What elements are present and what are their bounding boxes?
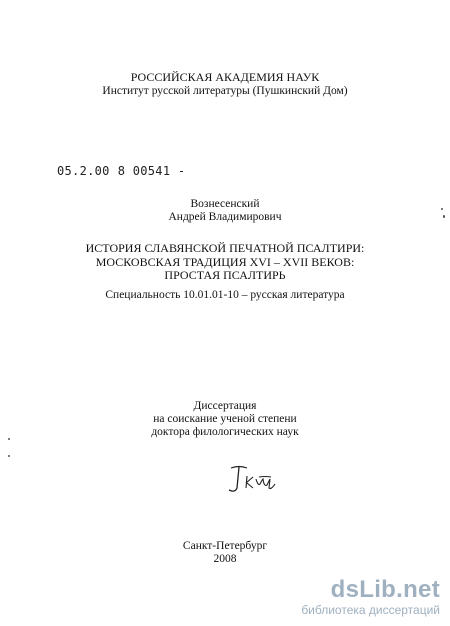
scan-speck	[8, 455, 10, 457]
degree-block	[0, 400, 450, 439]
specialty-block	[0, 289, 450, 302]
scan-speck	[8, 438, 10, 440]
author-block	[0, 198, 450, 224]
author-surname: Вознесенский	[190, 198, 260, 210]
title-line-2: МОСКОВСКАЯ ТРАДИЦИЯ XVI – XVII ВЕКОВ:	[95, 254, 355, 269]
archive-code-part2: 8 00541 -	[117, 164, 186, 178]
scan-speck	[443, 215, 445, 218]
dissertation-title	[0, 242, 450, 283]
place-block	[0, 540, 450, 566]
scan-speck	[441, 208, 443, 210]
watermark[interactable]	[301, 578, 440, 617]
institute-name: Институт русской литературы (Пушкинский Дом)	[102, 84, 348, 97]
watermark-tagline: библиотека диссертаций	[301, 603, 440, 617]
header-block	[0, 71, 450, 98]
city-name: Санкт-Петербург	[182, 540, 268, 552]
watermark-brand[interactable]: dsLib.net	[330, 576, 440, 603]
handwritten-signature	[225, 462, 285, 496]
degree-line-1: Диссертация	[193, 400, 257, 412]
degree-line-3: доктора филологических наук	[151, 426, 299, 438]
archive-code-part1: 05.2.00	[57, 164, 110, 178]
title-line-1: ИСТОРИЯ СЛАВЯНСКОЙ ПЕЧАТНОЙ ПСАЛТИРИ:	[85, 241, 365, 255]
specialty-text: Специальность 10.01.01-10 – русская литература	[105, 289, 345, 301]
title-line-3: ПРОСТАЯ ПСАЛТИРЬ	[164, 268, 286, 282]
degree-line-2: на соискание ученой степени	[153, 413, 297, 425]
organization-name: РОССИЙСКАЯ АКАДЕМИЯ НАУК	[130, 70, 320, 84]
publication-year: 2008	[213, 553, 237, 565]
archive-code	[57, 164, 185, 178]
author-given-names: Андрей Владимирович	[168, 211, 282, 223]
